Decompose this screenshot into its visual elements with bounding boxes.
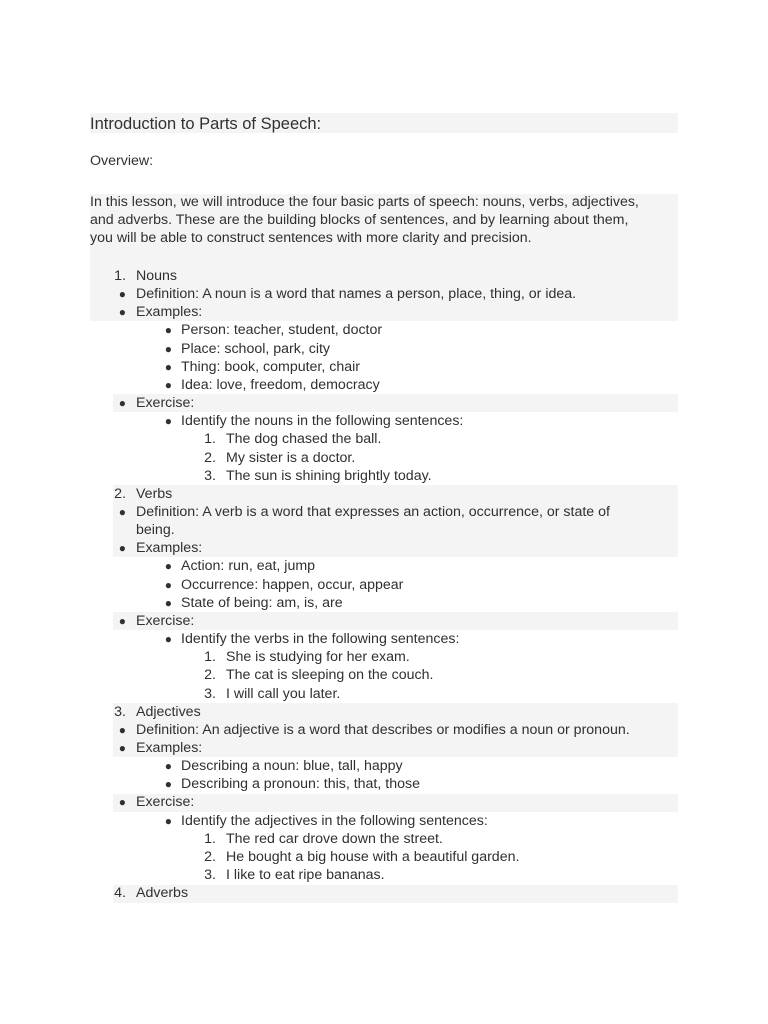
- item-text: Definition: An adjective is a word that describes or modifies a noun or pronoun.: [136, 721, 630, 738]
- item-text: The sun is shining brightly today.: [226, 467, 432, 484]
- item-text: Examples:: [136, 540, 203, 557]
- bullet-marker: ●: [118, 396, 126, 410]
- bullet-marker: ●: [164, 323, 172, 338]
- item-text: The dog chased the ball.: [226, 431, 382, 448]
- item-text: Examples:: [136, 739, 203, 756]
- intro-line: you will be able to construct sentences with more clarity and precision.: [90, 230, 532, 246]
- bullet-marker: ●: [164, 341, 172, 356]
- bullet-marker: ●: [118, 740, 126, 755]
- bullet-marker: ●: [118, 795, 126, 810]
- bullet-marker: ●: [164, 632, 172, 646]
- number-marker: 3.: [114, 703, 126, 720]
- number-marker: 2.: [114, 485, 126, 502]
- item-text: Examples:: [136, 304, 203, 321]
- intro-line: In this lesson, we will introduce the four basic parts of speech: nouns, verbs, adjectives,: [90, 194, 639, 210]
- number-marker: 2.: [204, 449, 216, 466]
- number-marker: 3.: [204, 866, 216, 883]
- item-text: The red car drove down the street.: [226, 830, 443, 847]
- item-text: Idea: love, freedom, democracy: [181, 376, 380, 393]
- bullet-marker: ●: [164, 813, 172, 828]
- item-text: Adverbs: [136, 885, 189, 902]
- bullet-marker: ●: [118, 613, 126, 628]
- number-marker: 1.: [204, 830, 216, 847]
- item-text: Person: teacher, student, doctor: [181, 322, 383, 339]
- bullet-marker: ●: [164, 777, 172, 792]
- bullet-marker: ●: [118, 722, 126, 737]
- number-marker: 2.: [204, 667, 216, 684]
- intro-line: and adverbs. These are the building blocks of sentences, and by learning about them,: [90, 212, 629, 228]
- number-marker: 1.: [114, 268, 126, 284]
- item-text: My sister is a doctor.: [226, 449, 356, 466]
- item-text: Adjectives: [136, 703, 201, 720]
- bullet-marker: ●: [118, 305, 126, 320]
- number-marker: 4.: [114, 885, 126, 902]
- item-text: I will call you later.: [226, 685, 341, 702]
- item-text: He bought a big house with a beautiful garden.: [226, 848, 520, 865]
- number-marker: 1.: [204, 431, 216, 448]
- adverbs-highlight: [113, 885, 678, 903]
- item-text: Verbs: [136, 485, 173, 502]
- item-text: State of being: am, is, are: [181, 594, 343, 611]
- number-marker: 2.: [204, 848, 216, 865]
- exercise-highlight-2: [113, 612, 678, 630]
- bullet-marker: ●: [118, 541, 126, 556]
- bullet-marker: ●: [164, 759, 172, 773]
- item-text: Exercise:: [136, 794, 195, 811]
- bullet-marker: ●: [118, 504, 126, 519]
- number-marker: 3.: [204, 467, 216, 484]
- bullet-marker: ●: [164, 414, 172, 429]
- item-text: Describing a pronoun: this, that, those: [181, 776, 420, 793]
- exercise-highlight-3: [113, 794, 678, 812]
- item-text: Exercise:: [136, 612, 195, 629]
- bullet-marker: ●: [164, 559, 172, 574]
- number-marker: 1.: [204, 649, 216, 666]
- page-title: Introduction to Parts of Speech:: [90, 115, 322, 133]
- item-text: Action: run, eat, jump: [181, 558, 316, 575]
- bullet-marker: ●: [118, 287, 126, 302]
- item-text: Occurrence: happen, occur, appear: [181, 576, 404, 593]
- item-text: Identify the nouns in the following sentences:: [181, 413, 464, 430]
- bullet-marker: ●: [164, 359, 172, 374]
- item-text: being.: [136, 522, 175, 539]
- exercise-highlight-1: [113, 394, 678, 412]
- item-text: Definition: A noun is a word that names a person, place, thing, or idea.: [136, 286, 577, 303]
- item-text: Describing a noun: blue, tall, happy: [181, 758, 403, 774]
- item-text: Exercise:: [136, 395, 195, 411]
- bullet-marker: ●: [164, 577, 172, 592]
- item-text: Thing: book, computer, chair: [181, 358, 361, 375]
- bullet-marker: ●: [164, 377, 172, 392]
- item-text: I like to eat ripe bananas.: [226, 866, 385, 883]
- bullet-marker: ●: [164, 595, 172, 610]
- item-text: Identify the adjectives in the following sentences:: [181, 812, 488, 829]
- overview-label: Overview:: [90, 153, 154, 169]
- item-text: The cat is sleeping on the couch.: [226, 667, 434, 684]
- item-text: Definition: A verb is a word that expresses an action, occurrence, or state of: [136, 503, 610, 520]
- item-text: Nouns: [136, 268, 178, 284]
- number-marker: 3.: [204, 685, 216, 702]
- item-text: Identify the verbs in the following sentences:: [181, 631, 460, 647]
- item-text: She is studying for her exam.: [226, 649, 410, 666]
- item-text: Place: school, park, city: [181, 340, 331, 357]
